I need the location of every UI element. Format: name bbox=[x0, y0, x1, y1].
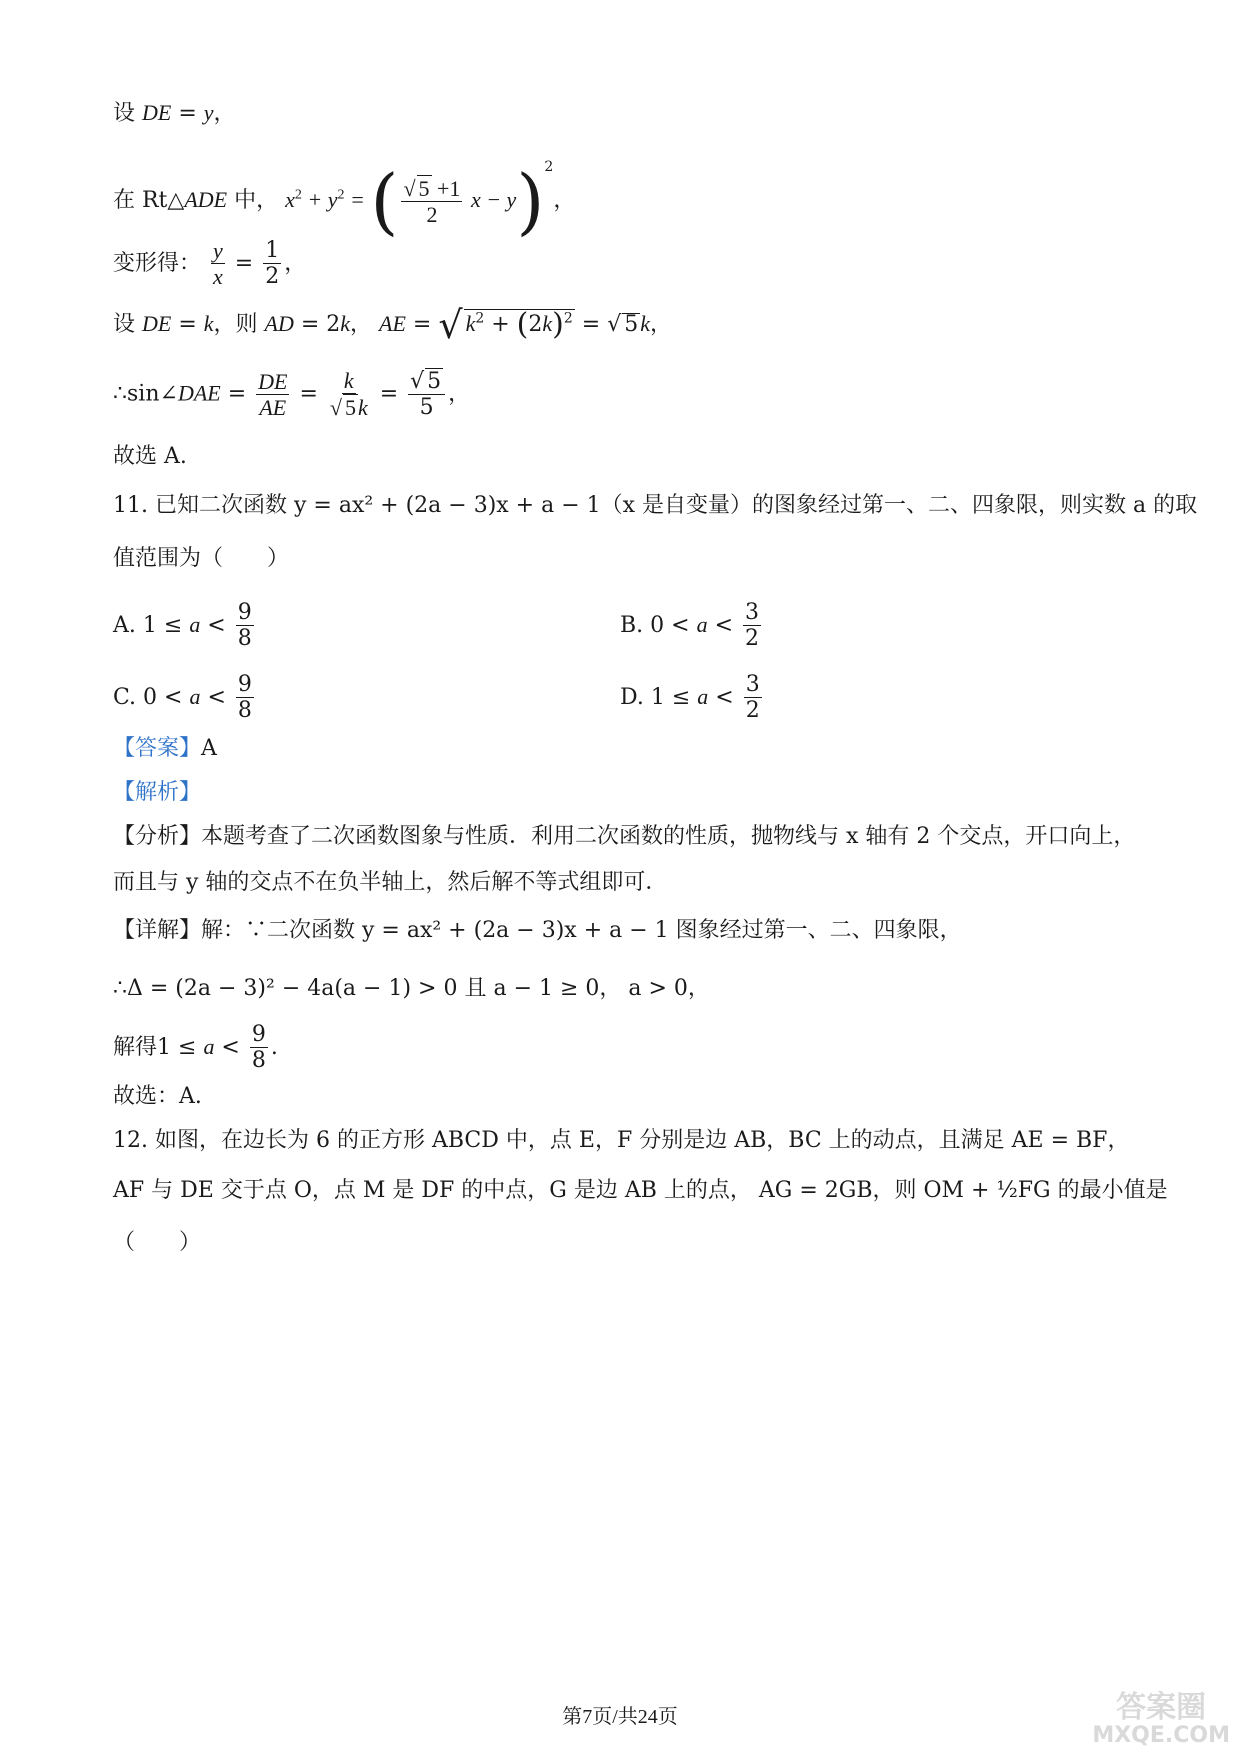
solve-line: 解得1 ≤ a < $\frac{9}{8}$ . bbox=[113, 1022, 278, 1074]
q12-stem-line1: 12. 如图，在边长为 6 的正方形 ABCD 中，点 E，F 分别是边 AB，BC 上的动点，且满足 AE = BF， bbox=[113, 1128, 1130, 1153]
line-sin: ∴sin∠DAE = $\frac{DE}{AE}$ = $\frac{k}{√ 5k}$ = $\frac{√ 5}{5}$ ， bbox=[113, 368, 471, 421]
answer-value: A bbox=[201, 736, 217, 761]
choose-a-line-2: 故选：A. bbox=[113, 1084, 202, 1109]
page-number: 第7页/共24页 bbox=[562, 1706, 678, 1728]
option-b: B. 0 < a < $\frac{3}{2}$ bbox=[620, 600, 760, 652]
delta-line: ∴Δ = (2a − 3)² − 4a(a − 1) > 0 且 a − 1 ≥ 0， a > 0， bbox=[113, 976, 710, 1001]
answer-line bbox=[113, 738, 217, 760]
choose-a-line: 故选 A. bbox=[113, 444, 187, 469]
option-d: D. 1 ≤ a < $\frac{3}{2}$ bbox=[620, 672, 760, 724]
fraction: $\frac{√ 5 +1}{2}$ bbox=[403, 175, 461, 227]
xiangjie-line: 【详解】解：∵二次函数 y = ax² + (2a − 3)x + a − 1 图象经过第一、二、四象限， bbox=[113, 918, 962, 943]
q11-stem-line2: 值范围为（ ） bbox=[113, 546, 290, 571]
option-a: A. 1 ≤ a < $\frac{9}{8}$ bbox=[113, 600, 252, 652]
line-transform: 变形得： $\frac{y}{x}$ = $\frac{1}{2}$ ， bbox=[113, 238, 307, 290]
fenxi-line2: 而且与 y 轴的交点不在负半轴上，然后解不等式组即可． bbox=[113, 870, 668, 895]
line-set-de-y: 设 DE = y， bbox=[113, 100, 236, 126]
watermark-logo: 答案圈 MXQE.COM bbox=[1092, 1689, 1230, 1748]
analysis-tag: 【解析】 bbox=[113, 780, 202, 805]
line-pythagoras: 在 Rt△ADE 中， $x^2 + y^2$ = ( $\frac{√ 5 +1}{2}$ x − y)$^2$， bbox=[113, 159, 576, 243]
q11-stem-line1: 11. 已知二次函数 y = ax² + (2a − 3)x + a − 1（x 是自变量）的图象经过第一、二、四象限，则实数 a 的取 bbox=[113, 493, 1198, 518]
option-c: C. 0 < a < $\frac{9}{8}$ bbox=[113, 672, 252, 724]
fenxi-line1: 【分析】本题考查了二次函数图象与性质．利用二次函数的性质，抛物线与 x 轴有 2 个交点，开口向上， bbox=[113, 824, 1136, 849]
answer-tag: 【答案】 bbox=[113, 736, 202, 761]
q12-stem-line3: （ ） bbox=[113, 1230, 202, 1255]
line-prefix: 在 Rt△ADE 中， bbox=[113, 187, 279, 213]
line-set-de-k: 设 DE = k，则 AD = 2k， AE = √ $k^2 + (2k)^2$ = √ 5k， bbox=[113, 303, 673, 347]
q12-stem-line2: AF 与 DE 交于点 O，点 M 是 DF 的中点，G 是边 AB 上的点， AG = 2GB，则 OM + ½FG 的最小值是 bbox=[113, 1178, 1168, 1203]
